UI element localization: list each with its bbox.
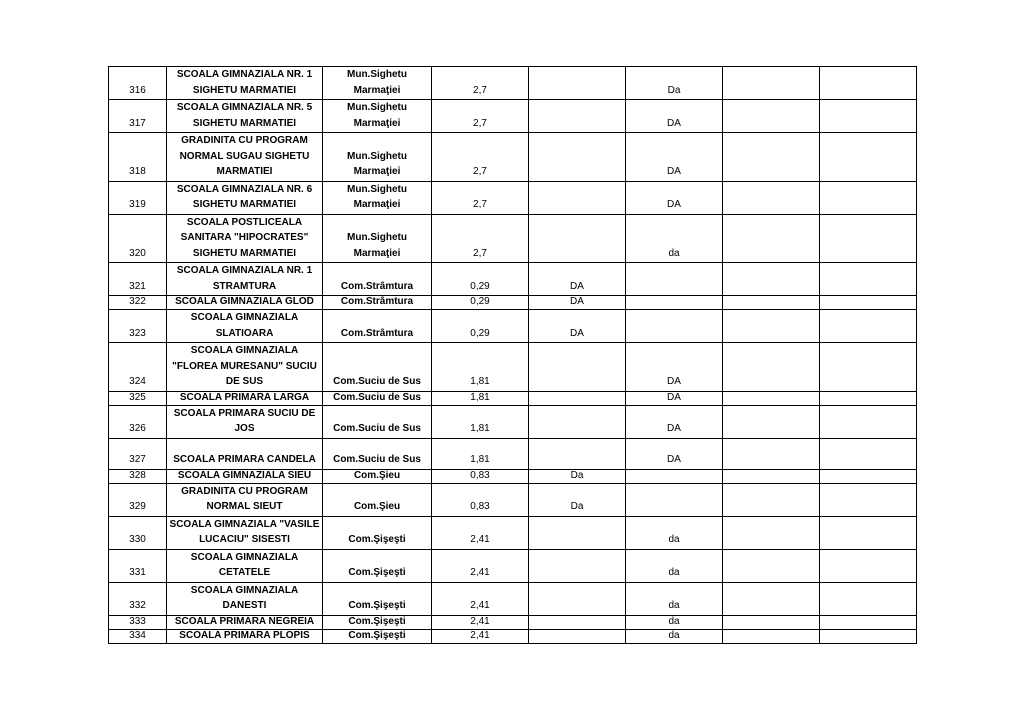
empty-cell bbox=[723, 391, 820, 405]
table-row bbox=[109, 296, 917, 310]
school-name-cell: SCOALA GIMNAZIALA CETATELE bbox=[167, 549, 323, 582]
school-name-cell: SCOALA PRIMARA SUCIU DE JOS bbox=[167, 405, 323, 438]
table-row bbox=[109, 263, 917, 296]
value-cell: 0,83 bbox=[432, 483, 529, 516]
empty-cell bbox=[723, 549, 820, 582]
empty-cell bbox=[820, 263, 917, 296]
empty-cell bbox=[723, 469, 820, 483]
empty-cell bbox=[723, 343, 820, 392]
column-a-cell bbox=[529, 391, 626, 405]
school-name-cell: SCOALA GIMNAZIALA "VASILE LUCACIU" SISESTI bbox=[167, 516, 323, 549]
table-row bbox=[109, 615, 917, 629]
empty-cell bbox=[723, 133, 820, 182]
locality-cell: Mun.Sighetu Marmaţiei bbox=[323, 100, 432, 133]
column-a-cell bbox=[529, 405, 626, 438]
locality-cell: Com.Suciu de Sus bbox=[323, 438, 432, 469]
column-a-cell bbox=[529, 549, 626, 582]
column-a-cell bbox=[529, 615, 626, 629]
column-a-cell bbox=[529, 438, 626, 469]
column-b-cell: DA bbox=[626, 405, 723, 438]
table-body bbox=[109, 67, 917, 644]
school-name-cell: SCOALA GIMNAZIALA SIEU bbox=[167, 469, 323, 483]
empty-cell bbox=[723, 405, 820, 438]
row-number-cell: 321 bbox=[109, 263, 167, 296]
table-row bbox=[109, 181, 917, 214]
column-b-cell: da bbox=[626, 629, 723, 643]
column-a-cell bbox=[529, 343, 626, 392]
school-name-cell: SCOALA GIMNAZIALA DANESTI bbox=[167, 582, 323, 615]
empty-cell bbox=[723, 100, 820, 133]
school-name-cell: GRADINITA CU PROGRAM NORMAL SIEUT bbox=[167, 483, 323, 516]
column-b-cell: DA bbox=[626, 181, 723, 214]
locality-cell: Com.Şieu bbox=[323, 483, 432, 516]
empty-cell bbox=[820, 133, 917, 182]
value-cell: 1,81 bbox=[432, 405, 529, 438]
empty-cell bbox=[723, 516, 820, 549]
empty-cell bbox=[820, 549, 917, 582]
empty-cell bbox=[723, 263, 820, 296]
locality-cell: Com.Şişeşti bbox=[323, 516, 432, 549]
column-b-cell: da bbox=[626, 516, 723, 549]
empty-cell bbox=[723, 214, 820, 263]
row-number-cell: 316 bbox=[109, 67, 167, 100]
row-number-cell: 323 bbox=[109, 310, 167, 343]
row-number-cell: 327 bbox=[109, 438, 167, 469]
value-cell: 0,29 bbox=[432, 296, 529, 310]
row-number-cell: 332 bbox=[109, 582, 167, 615]
school-name-cell: SCOALA GIMNAZIALA "FLOREA MURESANU" SUCIU DE SUS bbox=[167, 343, 323, 392]
empty-cell bbox=[820, 615, 917, 629]
table-row bbox=[109, 214, 917, 263]
locality-cell: Com.Şişeşti bbox=[323, 549, 432, 582]
table-row bbox=[109, 483, 917, 516]
row-number-cell: 331 bbox=[109, 549, 167, 582]
table-row bbox=[109, 438, 917, 469]
schools-table bbox=[108, 66, 917, 644]
school-name-cell: SCOALA GIMNAZIALA SLATIOARA bbox=[167, 310, 323, 343]
row-number-cell: 333 bbox=[109, 615, 167, 629]
value-cell: 0,29 bbox=[432, 263, 529, 296]
column-a-cell bbox=[529, 629, 626, 643]
column-a-cell: Da bbox=[529, 469, 626, 483]
value-cell: 0,29 bbox=[432, 310, 529, 343]
empty-cell bbox=[820, 405, 917, 438]
locality-cell: Com.Suciu de Sus bbox=[323, 343, 432, 392]
table-row bbox=[109, 549, 917, 582]
column-a-cell: Da bbox=[529, 483, 626, 516]
value-cell: 2,41 bbox=[432, 629, 529, 643]
empty-cell bbox=[820, 438, 917, 469]
value-cell: 2,41 bbox=[432, 549, 529, 582]
empty-cell bbox=[820, 391, 917, 405]
column-b-cell bbox=[626, 469, 723, 483]
value-cell: 2,7 bbox=[432, 100, 529, 133]
locality-cell: Com.Suciu de Sus bbox=[323, 405, 432, 438]
value-cell: 1,81 bbox=[432, 438, 529, 469]
row-number-cell: 318 bbox=[109, 133, 167, 182]
column-b-cell bbox=[626, 263, 723, 296]
table-row bbox=[109, 343, 917, 392]
row-number-cell: 325 bbox=[109, 391, 167, 405]
locality-cell: Mun.Sighetu Marmaţiei bbox=[323, 133, 432, 182]
school-name-cell: SCOALA PRIMARA NEGREIA bbox=[167, 615, 323, 629]
column-a-cell: DA bbox=[529, 310, 626, 343]
row-number-cell: 330 bbox=[109, 516, 167, 549]
table-row bbox=[109, 516, 917, 549]
value-cell: 2,41 bbox=[432, 582, 529, 615]
locality-cell: Com.Strâmtura bbox=[323, 310, 432, 343]
row-number-cell: 319 bbox=[109, 181, 167, 214]
empty-cell bbox=[820, 343, 917, 392]
column-b-cell: da bbox=[626, 615, 723, 629]
school-name-cell: SCOALA GIMNAZIALA NR. 1 STRAMTURA bbox=[167, 263, 323, 296]
empty-cell bbox=[723, 67, 820, 100]
school-name-cell: SCOALA PRIMARA CANDELA bbox=[167, 438, 323, 469]
row-number-cell: 317 bbox=[109, 100, 167, 133]
empty-cell bbox=[820, 469, 917, 483]
empty-cell bbox=[820, 516, 917, 549]
empty-cell bbox=[723, 483, 820, 516]
locality-cell: Com.Şieu bbox=[323, 469, 432, 483]
row-number-cell: 328 bbox=[109, 469, 167, 483]
school-name-cell: GRADINITA CU PROGRAM NORMAL SUGAU SIGHETU MARMATIEI bbox=[167, 133, 323, 182]
empty-cell bbox=[723, 629, 820, 643]
column-b-cell: da bbox=[626, 582, 723, 615]
empty-cell bbox=[723, 615, 820, 629]
locality-cell: Com.Strâmtura bbox=[323, 263, 432, 296]
row-number-cell: 324 bbox=[109, 343, 167, 392]
empty-cell bbox=[820, 67, 917, 100]
column-b-cell bbox=[626, 310, 723, 343]
value-cell: 2,7 bbox=[432, 181, 529, 214]
table-row bbox=[109, 310, 917, 343]
table-row bbox=[109, 391, 917, 405]
value-cell: 2,41 bbox=[432, 516, 529, 549]
school-name-cell: SCOALA GIMNAZIALA NR. 1 SIGHETU MARMATIEI bbox=[167, 67, 323, 100]
column-b-cell: da bbox=[626, 549, 723, 582]
table-row bbox=[109, 133, 917, 182]
column-b-cell bbox=[626, 483, 723, 516]
column-a-cell bbox=[529, 67, 626, 100]
empty-cell bbox=[820, 296, 917, 310]
empty-cell bbox=[723, 181, 820, 214]
row-number-cell: 326 bbox=[109, 405, 167, 438]
row-number-cell: 320 bbox=[109, 214, 167, 263]
column-a-cell bbox=[529, 100, 626, 133]
table-row bbox=[109, 100, 917, 133]
empty-cell bbox=[820, 582, 917, 615]
empty-cell bbox=[820, 100, 917, 133]
locality-cell: Com.Şişeşti bbox=[323, 582, 432, 615]
locality-cell: Com.Suciu de Sus bbox=[323, 391, 432, 405]
table-row bbox=[109, 582, 917, 615]
locality-cell: Com.Strâmtura bbox=[323, 296, 432, 310]
row-number-cell: 322 bbox=[109, 296, 167, 310]
locality-cell: Com.Şişeşti bbox=[323, 629, 432, 643]
table-row bbox=[109, 469, 917, 483]
locality-cell: Mun.Sighetu Marmaţiei bbox=[323, 214, 432, 263]
empty-cell bbox=[820, 214, 917, 263]
locality-cell: Mun.Sighetu Marmaţiei bbox=[323, 181, 432, 214]
row-number-cell: 329 bbox=[109, 483, 167, 516]
column-b-cell: da bbox=[626, 214, 723, 263]
column-a-cell: DA bbox=[529, 296, 626, 310]
value-cell: 1,81 bbox=[432, 343, 529, 392]
value-cell: 0,83 bbox=[432, 469, 529, 483]
table-row bbox=[109, 405, 917, 438]
value-cell: 2,41 bbox=[432, 615, 529, 629]
school-name-cell: SCOALA POSTLICEALA SANITARA "HIPOCRATES" SIGHETU MARMATIEI bbox=[167, 214, 323, 263]
column-b-cell: Da bbox=[626, 67, 723, 100]
locality-cell: Com.Şişeşti bbox=[323, 615, 432, 629]
school-name-cell: SCOALA PRIMARA PLOPIS bbox=[167, 629, 323, 643]
locality-cell: Mun.Sighetu Marmaţiei bbox=[323, 67, 432, 100]
value-cell: 2,7 bbox=[432, 67, 529, 100]
column-b-cell: DA bbox=[626, 133, 723, 182]
table-row bbox=[109, 67, 917, 100]
school-name-cell: SCOALA GIMNAZIALA GLOD bbox=[167, 296, 323, 310]
empty-cell bbox=[723, 296, 820, 310]
row-number-cell: 334 bbox=[109, 629, 167, 643]
school-name-cell: SCOALA GIMNAZIALA NR. 6 SIGHETU MARMATIEI bbox=[167, 181, 323, 214]
column-b-cell bbox=[626, 296, 723, 310]
column-a-cell bbox=[529, 516, 626, 549]
empty-cell bbox=[820, 181, 917, 214]
column-a-cell bbox=[529, 181, 626, 214]
empty-cell bbox=[723, 438, 820, 469]
empty-cell bbox=[723, 310, 820, 343]
school-name-cell: SCOALA PRIMARA LARGA bbox=[167, 391, 323, 405]
school-name-cell: SCOALA GIMNAZIALA NR. 5 SIGHETU MARMATIEI bbox=[167, 100, 323, 133]
column-a-cell bbox=[529, 133, 626, 182]
column-b-cell: DA bbox=[626, 343, 723, 392]
column-b-cell: DA bbox=[626, 100, 723, 133]
column-a-cell bbox=[529, 214, 626, 263]
value-cell: 1,81 bbox=[432, 391, 529, 405]
column-b-cell: DA bbox=[626, 438, 723, 469]
empty-cell bbox=[820, 629, 917, 643]
column-a-cell bbox=[529, 582, 626, 615]
value-cell: 2,7 bbox=[432, 133, 529, 182]
table-row bbox=[109, 629, 917, 643]
value-cell: 2,7 bbox=[432, 214, 529, 263]
empty-cell bbox=[723, 582, 820, 615]
empty-cell bbox=[820, 483, 917, 516]
column-a-cell: DA bbox=[529, 263, 626, 296]
column-b-cell: DA bbox=[626, 391, 723, 405]
empty-cell bbox=[820, 310, 917, 343]
